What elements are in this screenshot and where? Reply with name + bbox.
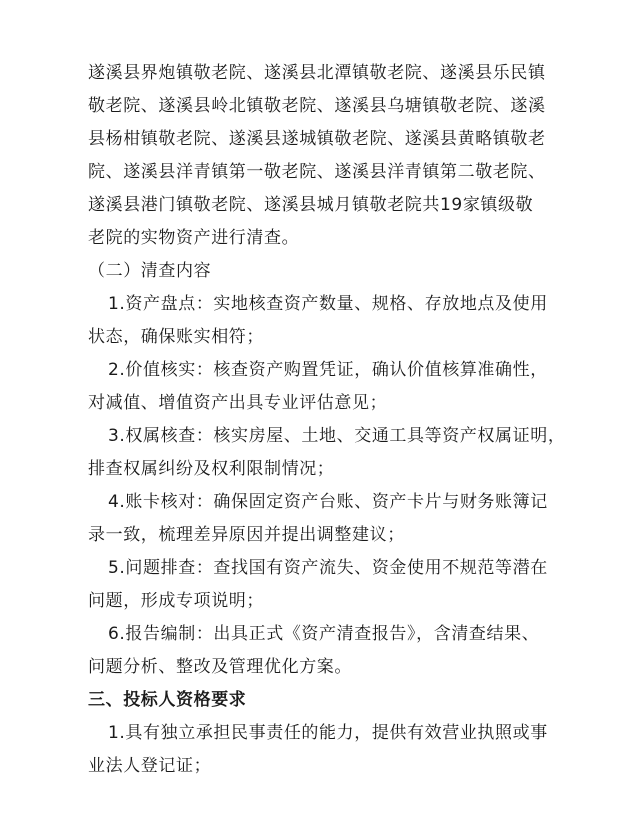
list-item-line: 业法人登记证； [88,756,212,776]
list-item-line: 对减值、增值资产出具专业评估意见； [88,393,388,413]
list-item-line: 问题分析、整改及管理优化方案。 [88,657,352,677]
paragraph-line: 县杨柑镇敬老院、遂溪县遂城镇敬老院、遂溪县黄略镇敬老 [88,129,546,149]
list-item-line: 问题，形成专项说明； [88,591,264,611]
paragraph-line: 老院的实物资产进行清查。 [88,228,300,248]
paragraph-line: 院、遂溪县洋青镇第一敬老院、遂溪县洋青镇第二敬老院、 [88,162,546,182]
list-item-line: 状态，确保账实相符； [88,327,264,347]
paragraph-line: 遂溪县港门镇敬老院、遂溪县城月镇敬老院共19家镇级敬 [88,195,534,215]
list-item-line: 2.价值核实：核查资产购置凭证，确认价值核算准确性， [108,360,548,380]
paragraph-line: 敬老院、遂溪县岭北镇敬老院、遂溪县乌塘镇敬老院、遂溪 [88,96,546,116]
list-item-line: 4.账卡核对：确保固定资产台账、资产卡片与财务账簿记 [108,492,548,512]
paragraph-line: 遂溪县界炮镇敬老院、遂溪县北潭镇敬老院、遂溪县乐民镇 [88,63,546,83]
section-heading: 三、投标人资格要求 [88,690,247,710]
list-item-line: 1.资产盘点：实地核查资产数量、规格、存放地点及使用 [108,294,548,314]
list-item-line: 1.具有独立承担民事责任的能力，提供有效营业执照或事 [108,723,548,743]
list-item-line: 录一致，梳理差异原因并提出调整建议； [88,525,405,545]
list-item-line: 6.报告编制：出具正式《资产清查报告》，含清查结果、 [108,624,540,644]
list-item-line: 5.问题排查：查找国有资产流失、资金使用不规范等潜在 [108,558,548,578]
section-heading: （二）清查内容 [88,261,212,281]
list-item-line: 排查权属纠纷及权利限制情况； [88,459,335,479]
list-item-line: 3.权属核查：核实房屋、土地、交通工具等资产权属证明， [108,426,566,446]
